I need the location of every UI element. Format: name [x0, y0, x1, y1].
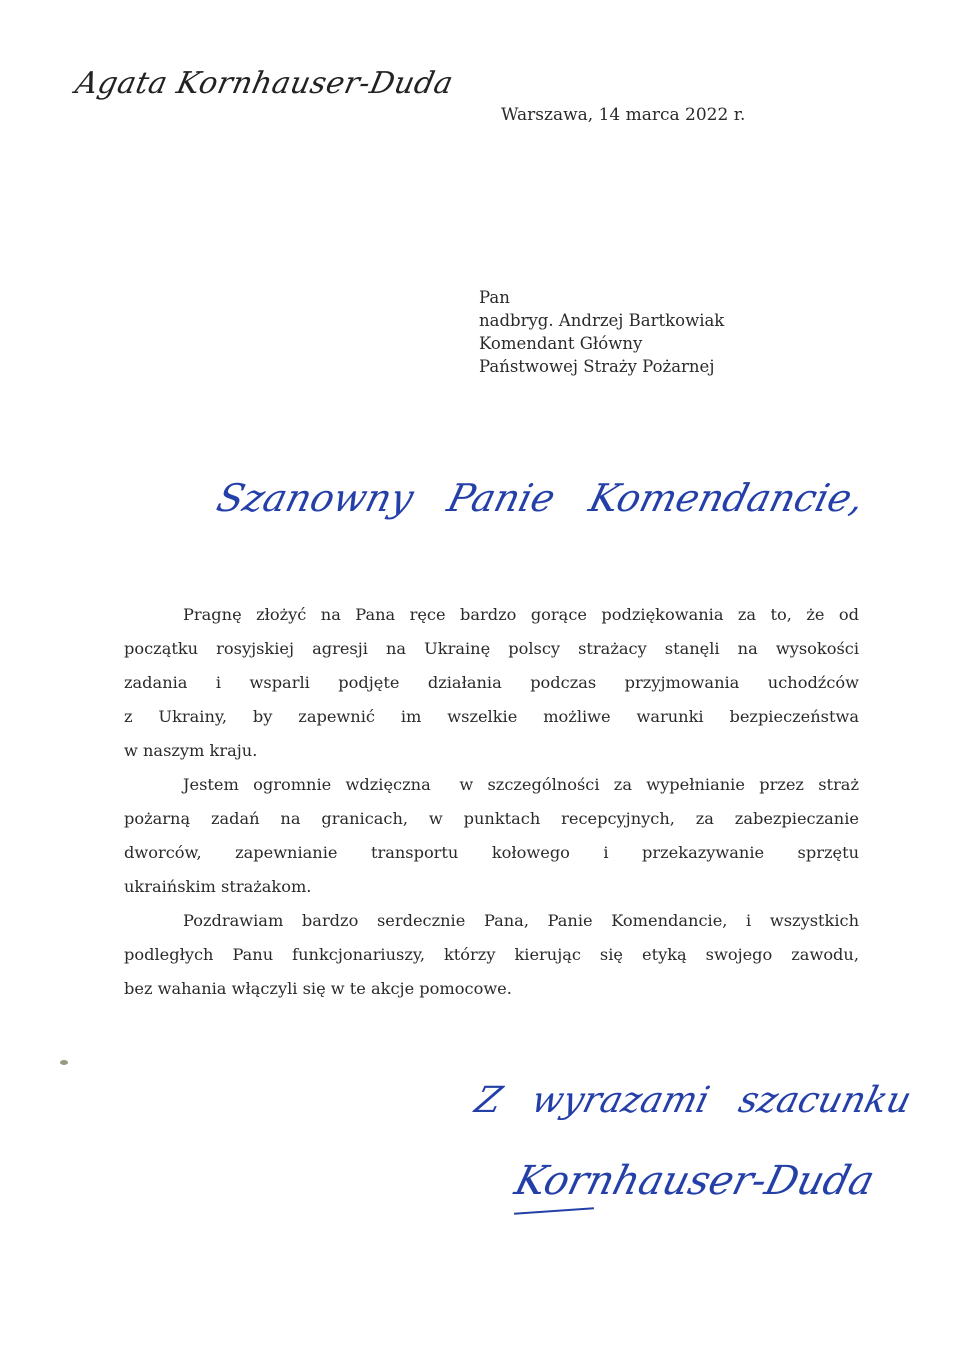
letterhead: Agata Kornhauser-Duda — [72, 66, 457, 101]
body-line: ukraińskim strażakom. — [124, 877, 312, 896]
paper-speck — [60, 1060, 68, 1065]
paragraph — [124, 768, 859, 904]
signature-stroke — [514, 1207, 594, 1215]
body-line: Pozdrawiam bardzo serdecznie Pana, Panie Komendancie, i wszystkich — [183, 911, 859, 930]
address-line: Państwowej Straży Pożarnej — [479, 357, 715, 376]
address-line: Komendant Główny — [479, 334, 643, 353]
letter-body — [124, 598, 859, 1006]
address-line: nadbryg. Andrzej Bartkowiak — [479, 311, 725, 330]
body-line: podległych Panu funkcjonariuszy, którzy kierując się etyką swojego zawodu, — [124, 945, 859, 964]
address-line: Pan — [479, 288, 510, 307]
handwritten-closing: Z wyrazami szacunku — [470, 1080, 916, 1121]
body-line: bez wahania włączyli się w te akcje pomocowe. — [124, 979, 512, 998]
letter-date: Warszawa, 14 marca 2022 r. — [501, 105, 746, 125]
body-line: zadania i wsparli podjęte działania podczas przyjmowania uchodźców — [124, 673, 859, 692]
recipient-address — [479, 286, 724, 378]
paragraph — [124, 598, 859, 768]
body-line: pożarną zadań na granicach, w punktach recepcyjnych, za zabezpieczanie — [124, 809, 859, 828]
handwritten-signature: Kornhauser-Duda — [510, 1158, 880, 1204]
body-line: Jestem ogromnie wdzięczna w szczególności za wypełnianie przez straż — [183, 775, 859, 794]
body-line: Pragnę złożyć na Pana ręce bardzo gorące podziękowania za to, że od — [183, 605, 859, 624]
body-line: z Ukrainy, by zapewnić im wszelkie możliwe warunki bezpieczeństwa — [124, 707, 859, 726]
paragraph — [124, 904, 859, 1006]
handwritten-salutation: Szanowny Panie Komendancie, — [212, 476, 869, 520]
body-line: początku rosyjskiej agresji na Ukrainę polscy strażacy stanęli na wysokości — [124, 639, 859, 658]
body-line: w naszym kraju. — [124, 741, 258, 760]
body-line: dworców, zapewnianie transportu kołowego i przekazywanie sprzętu — [124, 843, 859, 862]
